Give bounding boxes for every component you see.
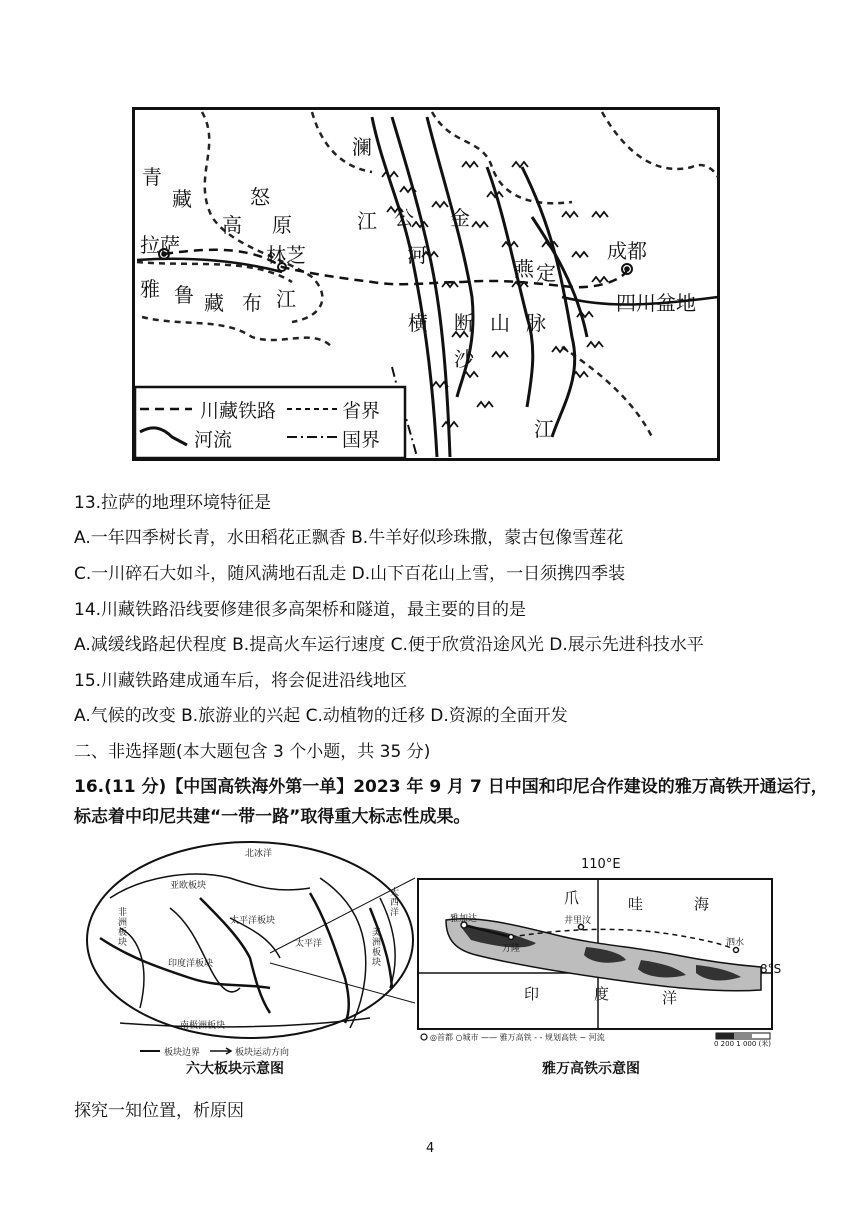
- question-13: 13.拉萨的地理环境特征是: [74, 493, 272, 513]
- label-ding: 定: [536, 261, 556, 285]
- label-yuan: 原: [272, 213, 292, 237]
- label-yang: 洋: [662, 989, 678, 1007]
- label-chengdu: 成都: [607, 239, 647, 263]
- label-eurasia: 亚欧板块: [170, 881, 207, 891]
- label-arctic: 北冰洋: [245, 849, 273, 859]
- label-du: 度: [594, 985, 610, 1003]
- label-pacific-plate: 太平洋板块: [230, 916, 276, 926]
- label-nu: 怒: [250, 185, 270, 209]
- label-jiang3: 江: [534, 417, 554, 441]
- label-sibao: 泗水: [726, 938, 745, 948]
- label-africa: 非洲板块: [118, 908, 128, 948]
- label-gong: 公: [394, 206, 414, 230]
- yawan-map-drawing: [416, 855, 776, 1045]
- yawan-caption: 雅万高铁示意图: [542, 1061, 640, 1077]
- railway-map: [132, 107, 720, 461]
- legend-plate-boundary: 板块边界: [164, 1048, 201, 1058]
- label-wa: 哇: [628, 895, 644, 913]
- label-wan: 万隆: [502, 944, 521, 954]
- section-heading: 二、非选择题(本大题包含 3 个小题，共 35 分): [74, 742, 431, 762]
- label-antarctic: 南极洲板块: [180, 1021, 226, 1031]
- label-zang2: 藏: [204, 291, 224, 315]
- question-15: 15.川藏铁路建成通车后，将会促进沿线地区: [74, 671, 408, 691]
- explore-heading: 探究一知位置，析原因: [74, 1101, 244, 1121]
- label-jakarta: 雅加达: [450, 914, 478, 924]
- legend-railway: 川藏铁路: [200, 400, 277, 422]
- label-jiang1: 江: [357, 209, 377, 233]
- label-zang: 藏: [172, 187, 192, 211]
- label-zhao: 爪: [564, 889, 580, 907]
- label-bu: 布: [242, 291, 262, 315]
- question-14: 14.川藏铁路沿线要修建很多高架桥和隧道，最主要的目的是: [74, 600, 527, 620]
- yawan-legend: ◎首都 ○城市 —— 雅万高铁 - - 规划高铁 ~ 河流: [430, 1033, 605, 1042]
- label-jiang2: 江: [276, 287, 296, 311]
- label-he: 河: [407, 243, 427, 267]
- label-linzhi: 林芝: [266, 243, 306, 267]
- legend-plate-direction: 板块运动方向: [235, 1048, 290, 1058]
- label-duan: 断: [454, 311, 474, 335]
- label-sichuan: 四川盆地: [616, 291, 696, 315]
- label-yin: 印: [524, 985, 540, 1003]
- question-16-line2: 标志着中印尼共建“一带一路”取得重大标志性成果。: [74, 807, 471, 827]
- plates-map: [80, 838, 420, 1068]
- label-gao: 高: [222, 213, 242, 237]
- label-shan: 山: [490, 311, 510, 335]
- label-ya: 雅: [140, 277, 160, 301]
- label-110e: 110°E: [581, 857, 621, 872]
- label-pacific: 太平洋: [295, 939, 323, 949]
- label-heng: 横: [408, 311, 428, 335]
- label-indian: 印度洋板块: [168, 959, 214, 969]
- legend-national: 国界: [342, 429, 381, 451]
- label-lan: 澜: [352, 135, 372, 159]
- label-hai: 海: [694, 895, 710, 913]
- label-jingli: 井里汶: [564, 916, 592, 926]
- question-15-options: A.气候的改变 B.旅游业的兴起 C.动植物的迁移 D.资源的全面开发: [74, 706, 568, 726]
- yawan-map: [416, 855, 782, 1048]
- page-number: 4: [426, 1141, 435, 1156]
- plates-caption: 六大板块示意图: [186, 1061, 284, 1077]
- legend-province: 省界: [342, 400, 381, 422]
- label-sha: 沙: [454, 347, 474, 371]
- label-lasa: 拉萨: [140, 233, 180, 257]
- label-yan: 燕: [514, 257, 534, 281]
- label-lu: 鲁: [174, 283, 194, 307]
- legend-river: 河流: [194, 429, 233, 451]
- label-jin: 金: [450, 206, 470, 230]
- question-16-line1: 16.(11 分)【中国高铁海外第一单】2023 年 9 月 7 日中国和印尼合作建设的雅万高铁开通运行，: [74, 777, 828, 797]
- yawan-scale: 0 200 1 000 (米): [714, 1040, 771, 1048]
- label-mai: 脉: [526, 311, 546, 335]
- label-america: 美洲板块: [372, 928, 382, 968]
- label-atlantic: 大西洋: [390, 888, 400, 918]
- plates-map-drawing: [80, 838, 420, 1068]
- label-qing: 青: [142, 165, 162, 189]
- label-8s: 8°S: [760, 962, 782, 976]
- question-14-options: A.减缓线路起伏程度 B.提高火车运行速度 C.便于欣赏沿途风光 D.展示先进科技水平: [74, 635, 704, 655]
- question-13-options-cd: C.一川碎石大如斗，随风满地石乱走 D.山下百花山上雪，一日须携四季装: [74, 564, 626, 584]
- question-13-options-ab: A.一年四季树长青，水田稻花正飘香 B.牛羊好似珍珠撒，蒙古包像雪莲花: [74, 528, 624, 548]
